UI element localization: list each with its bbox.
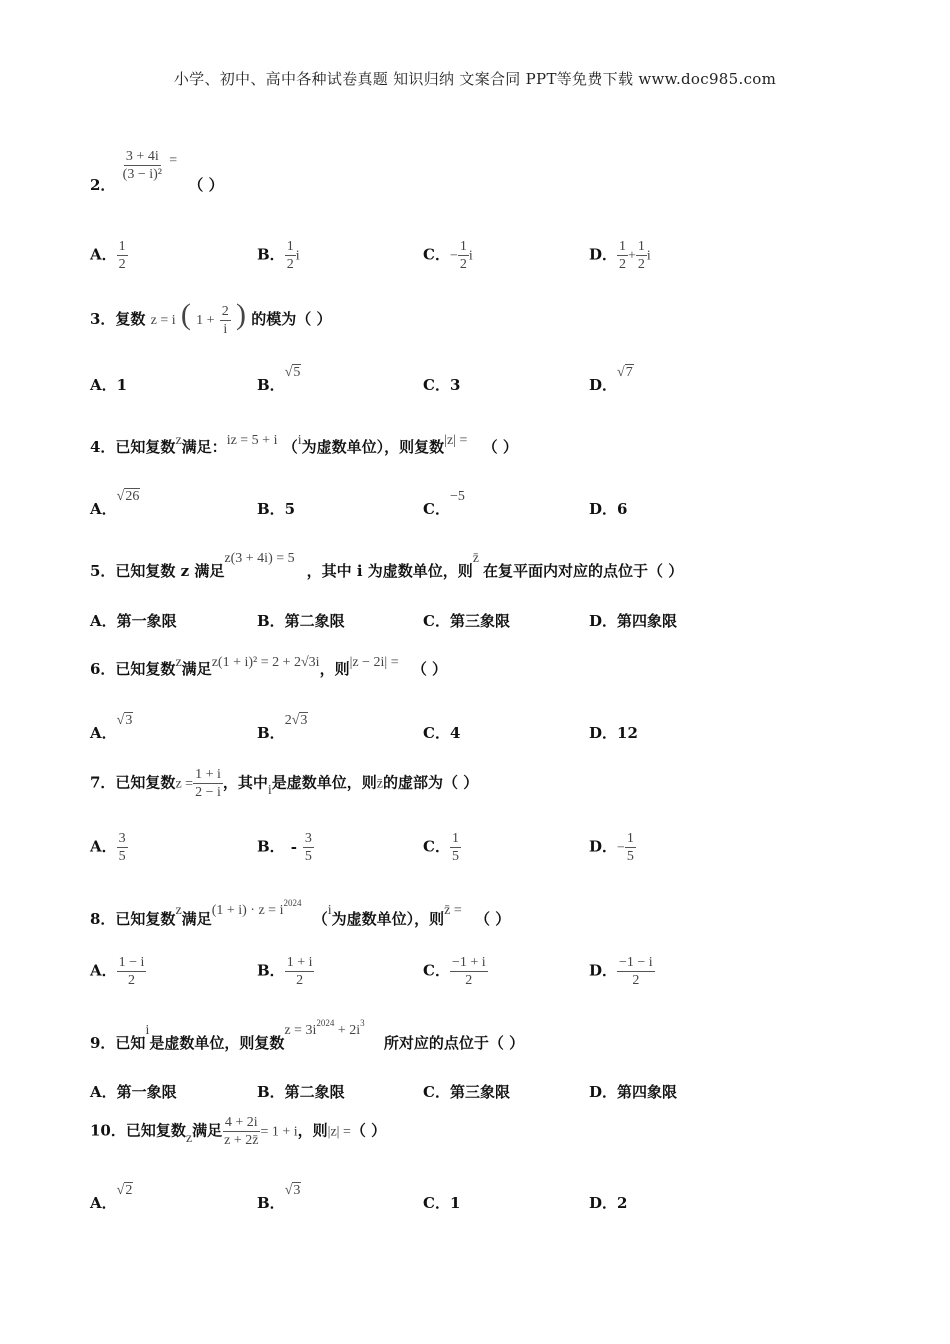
imaginary-unit: i [145, 1023, 150, 1038]
exponent: 3 [360, 1018, 365, 1028]
option-label: D． [589, 837, 618, 856]
math-expr: |z − 2i| = [349, 655, 399, 670]
option-d[interactable]: D．第四象限 [589, 612, 678, 630]
math-expr: z = 3i [284, 1023, 317, 1038]
numerator: 1 + i [286, 955, 313, 970]
option-d[interactable]: D．2 [589, 1194, 628, 1212]
fraction [117, 830, 128, 865]
denominator: 2 [632, 973, 640, 988]
imaginary-unit: i [295, 248, 300, 264]
option-c[interactable] [423, 830, 461, 865]
option-d[interactable] [589, 360, 634, 394]
math-expr: z = i [150, 313, 176, 328]
option-c[interactable]: C．3 [423, 376, 461, 394]
variable-z: z [175, 433, 182, 448]
question-4 [90, 428, 518, 456]
option-b[interactable] [257, 830, 314, 865]
option-c[interactable]: C．第三象限 [423, 1083, 510, 1101]
option-label: B． [257, 1194, 285, 1212]
numerator: 1 [619, 239, 627, 254]
question-text: 满足 [181, 660, 212, 678]
denominator: 2 [296, 973, 304, 988]
imaginary-unit: i [468, 248, 473, 264]
option-c[interactable] [423, 238, 473, 273]
option-label: C． [423, 961, 450, 980]
question-text: 满足： [181, 438, 227, 456]
math-expr: z = [175, 776, 194, 792]
answer-paren: （ ） [474, 910, 511, 928]
fraction [285, 238, 296, 273]
radicand: 2 [125, 1183, 133, 1198]
option-b[interactable]: B．第二象限 [257, 612, 345, 630]
denominator: 5 [451, 849, 459, 864]
question-text: ，则 [297, 1121, 328, 1140]
fraction [617, 954, 655, 989]
question-7 [90, 766, 478, 801]
option-d[interactable]: D．6 [589, 500, 628, 518]
denominator: 2 [619, 257, 627, 272]
question-text: 6．已知复数 [90, 660, 176, 678]
imaginary-unit: i [327, 903, 332, 918]
question-text: 满足 [192, 1121, 223, 1140]
radicand: 3 [293, 1183, 301, 1198]
fraction [222, 1114, 260, 1149]
numerator: −1 + i [451, 955, 486, 970]
fraction [303, 830, 314, 865]
question-text: 8．已知复数 [90, 910, 176, 928]
option-b[interactable]: B．第二象限 [257, 1083, 345, 1101]
sign: − [617, 840, 625, 856]
fraction [450, 954, 488, 989]
math-expr: |z| = [444, 433, 468, 448]
denominator: z + 2z̄ [224, 1133, 259, 1148]
numerator: 1 [451, 831, 459, 846]
denominator: 2 [465, 973, 473, 988]
denominator: 2 [286, 257, 294, 272]
fraction [220, 303, 231, 338]
option-a[interactable] [90, 954, 146, 989]
option-a[interactable] [90, 238, 128, 273]
math-expr: (1 + i) · z = i [211, 903, 284, 918]
denominator: 5 [118, 849, 126, 864]
fraction [285, 954, 315, 989]
equals: = [169, 152, 178, 168]
numerator: 3 [118, 831, 126, 846]
sqrt: √2 [116, 1183, 133, 1198]
option-label: B． [257, 245, 285, 264]
numerator: 1 [118, 239, 126, 254]
option-b[interactable] [257, 708, 308, 742]
option-d[interactable]: D．12 [589, 724, 638, 742]
denominator: 2 [118, 257, 126, 272]
option-label: A． [90, 837, 117, 856]
option-b[interactable] [257, 360, 301, 394]
option-label: B． [257, 376, 285, 394]
option-label: A． [90, 245, 117, 264]
numerator: 1 [459, 239, 467, 254]
paren: （ [312, 910, 328, 928]
option-c[interactable]: C．第三象限 [423, 612, 510, 630]
option-d[interactable] [589, 830, 636, 865]
question-text: 为虚数单位），则 [331, 910, 445, 928]
answer-paren: （ ） [188, 175, 224, 194]
question-text: 满足 [181, 910, 212, 928]
question-text: 3．复数 [90, 310, 146, 328]
question-text: 7．已知复数 [90, 773, 176, 792]
imaginary-unit: i [646, 248, 651, 264]
question-3 [90, 298, 331, 338]
option-a[interactable] [90, 1178, 133, 1212]
radicand: 7 [625, 365, 633, 380]
math-expr: z(3 + 4i) = 5 [224, 551, 295, 566]
question-text: 是虚数单位，则 [271, 773, 377, 792]
sign: - [290, 837, 297, 856]
question-6 [90, 650, 448, 678]
question-text: 是虚数单位，则复数 [149, 1034, 285, 1052]
option-d[interactable] [589, 238, 651, 273]
sqrt: √5 [284, 365, 301, 380]
fraction [636, 238, 647, 273]
question-text: 为虚数单位），则复数 [301, 438, 445, 456]
option-b[interactable]: B．5 [257, 500, 296, 518]
math-expr: |z| = [327, 1124, 351, 1140]
variable-z: z [185, 1130, 193, 1146]
fraction [617, 238, 628, 273]
radicand: 3 [300, 713, 308, 728]
numerator: 1 + i [195, 767, 221, 782]
exponent: 2024 [283, 898, 302, 908]
fraction [458, 238, 469, 273]
denominator: (3 − i)² [122, 167, 162, 182]
option-a[interactable] [90, 484, 140, 518]
option-label: B． [257, 961, 285, 980]
answer-paren: （ ） [482, 438, 518, 456]
numerator: 1 [626, 831, 634, 846]
fraction [625, 830, 636, 865]
option-label: A． [90, 500, 117, 518]
imaginary-unit: i [267, 782, 272, 798]
question-2 [90, 148, 224, 194]
numerator: 4 + 2i [224, 1115, 258, 1130]
option-c[interactable]: C．4 [423, 724, 461, 742]
paren: （ [282, 438, 298, 456]
option-label: C． [423, 837, 450, 856]
conjugate-z: z̄ [472, 551, 479, 566]
answer-paren: （ ） [411, 660, 448, 678]
denominator: 2 [459, 257, 467, 272]
math-expr: −5 [449, 489, 465, 504]
coefficient: 2 [284, 713, 292, 728]
radicand: 3 [125, 713, 133, 728]
fraction [117, 238, 128, 273]
variable-z: z [175, 903, 182, 918]
denominator: 5 [304, 849, 312, 864]
fraction [450, 830, 461, 865]
math-expr: z(1 + i)² = 2 + 2√3i [211, 655, 320, 670]
option-d[interactable] [589, 954, 655, 989]
math-expr: iz = 5 + i [226, 433, 278, 448]
conjugate-z: z̄ [376, 776, 383, 792]
denominator: 5 [626, 849, 634, 864]
variable-z: z [175, 655, 182, 670]
sqrt: √7 [617, 365, 633, 380]
option-label: D． [589, 245, 618, 264]
sqrt: √26 [116, 489, 140, 504]
option-label: A． [90, 961, 117, 980]
numerator: 3 + 4i [125, 149, 159, 164]
numerator: 3 [304, 831, 312, 846]
numerator: 1 − i [118, 955, 145, 970]
numerator: 1 [637, 239, 645, 254]
option-label: B． [257, 837, 285, 856]
question-9 [90, 1018, 525, 1052]
math-expr: = 1 + i [260, 1124, 298, 1140]
option-label: D． [589, 961, 618, 980]
radicand: 5 [293, 365, 301, 380]
question-text: 9．已知 [90, 1034, 146, 1052]
numerator: 2 [221, 303, 229, 319]
option-a[interactable] [90, 708, 133, 742]
exponent: 2024 [316, 1018, 335, 1028]
option-a[interactable] [90, 830, 128, 865]
denominator: 2 − i [195, 785, 221, 800]
question-text: ，其中 i 为虚数单位，则 [306, 562, 473, 580]
denominator: i [223, 321, 228, 337]
paren: ( [180, 298, 191, 331]
numerator: −1 − i [619, 955, 653, 970]
option-label: A． [90, 724, 117, 742]
option-label: A． [90, 1194, 117, 1212]
sign: − [449, 248, 458, 264]
question-10 [90, 1114, 386, 1149]
option-a[interactable]: A．第一象限 [90, 612, 177, 630]
option-d[interactable]: D．第四象限 [589, 1083, 678, 1101]
option-label: D． [589, 376, 618, 394]
option-a[interactable]: A．1 [90, 376, 128, 394]
option-b[interactable] [257, 954, 314, 989]
conjugate-z: z̄ = [444, 903, 462, 918]
imaginary-unit: i [297, 433, 302, 448]
question-text: 的模为（ ） [251, 310, 332, 328]
option-b[interactable] [257, 1178, 301, 1212]
question-text: 5．已知复数 z 满足 [90, 562, 225, 580]
denominator: 2 [128, 973, 136, 988]
question-5 [90, 546, 684, 580]
question-text: 所对应的点位于（ ） [383, 1034, 525, 1052]
question-text: 在复平面内对应的点位于（ ） [483, 562, 684, 580]
answer-paren: （ ） [350, 1121, 387, 1140]
sqrt: √3 [291, 713, 308, 728]
option-a[interactable]: A．第一象限 [90, 1083, 177, 1101]
option-label: C． [423, 500, 450, 518]
option-c[interactable] [423, 484, 465, 518]
fraction [193, 766, 223, 801]
numerator: 1 [286, 239, 294, 254]
option-b[interactable] [257, 238, 300, 273]
fraction [121, 148, 164, 183]
question-text: ，则 [319, 660, 350, 678]
option-c[interactable] [423, 954, 488, 989]
page-header: 小学、初中、高中各种试卷真题 知识归纳 文案合同 PPT等免费下载 www.doc985.com [173, 70, 777, 88]
sqrt: √3 [284, 1183, 301, 1198]
option-label: C． [423, 245, 450, 264]
math-expr: + 2i [334, 1023, 361, 1038]
option-c[interactable]: C．1 [423, 1194, 461, 1212]
question-text: ，其中 [222, 773, 268, 792]
sqrt: √3 [116, 713, 133, 728]
radicand: 26 [125, 489, 140, 504]
question-text: 的虚部为（ ） [383, 773, 479, 792]
question-8 [90, 898, 511, 928]
question-text: 10．已知复数 [90, 1121, 186, 1140]
fraction [117, 954, 147, 989]
denominator: 2 [637, 257, 645, 272]
paren: ) [236, 298, 247, 331]
plus: + [628, 248, 636, 264]
math-expr: 1 + [196, 313, 215, 328]
option-label: B． [257, 724, 285, 742]
question-text: 4．已知复数 [90, 438, 176, 456]
question-number: 2． [90, 175, 116, 194]
